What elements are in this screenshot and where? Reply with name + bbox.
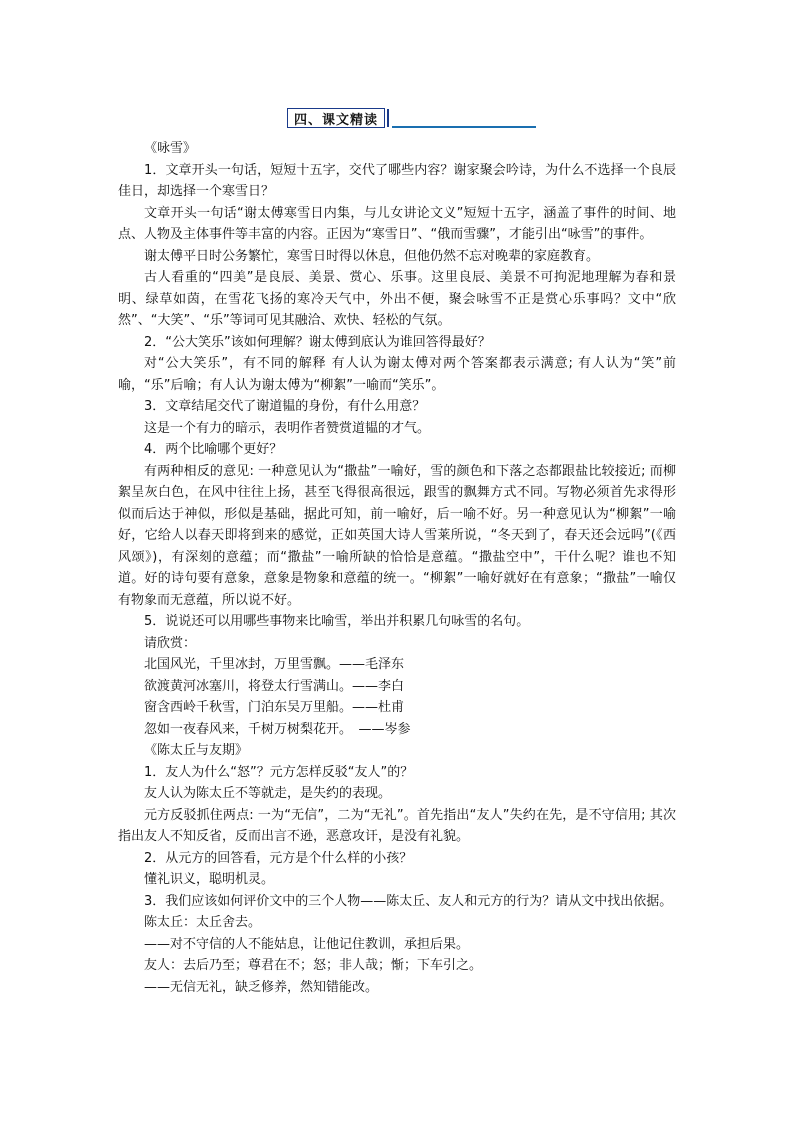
paragraph: 对“公大笑乐”，有不同的解释 有人认为谢太傅对两个答案都表示满意; 有人认为“笑”前喻，“乐”后喻；有人认为谢太傅为“柳絮”一喻而“笑乐”。: [118, 356, 676, 393]
header-mark: [387, 109, 389, 127]
paragraph: 友人认为陈太丘不等就走，是失约的表现。: [144, 786, 392, 801]
paragraph: ——无信无礼，缺乏修养，然知错能改。: [144, 979, 379, 995]
paragraph: 2．“公大笑乐”该如何理解？谢太傅到底认为谁回答得最好？: [144, 334, 491, 350]
paragraph: 窗含西岭千秋雪，门泊东吴万里船。——杜甫: [144, 700, 405, 715]
paragraph: 《陈太丘与友期》: [144, 743, 249, 758]
paragraph: 北国风光，千里冰封，万里雪飘。——毛泽东: [144, 657, 405, 672]
section-header: [287, 108, 389, 128]
paragraph: ——对不守信的人不能姑息，让他记住教训，承担后果。: [144, 936, 470, 952]
paragraph: 1．友人为什么“怒”？元方怎样反驳“友人”的？: [144, 764, 414, 780]
paragraph: 《咏雪》: [144, 141, 197, 156]
paragraph: 这是一个有力的暗示，表明作者赞赏道韫的才气。: [144, 420, 431, 436]
paragraph: 有两种相反的意见: 一种意见认为“撒盐”一喻好，雪的颜色和下落之态都跟盐比较接近; 而柳絮呈灰白色，在风中往往上扬，甚至飞得很高很远，跟雪的飘舞方式不同。写物必须首先求得形似而后达于神似，形似是基础，据此可知，前一喻好，后一喻不好。另一种意见认为“柳絮”一喻好，它给人以春天即将到来的感觉，正如英国大诗人雪莱所说，“冬天到了，春天还会远吗”(《西风颂》)，有深刻的意蕴；而“撒盐”一喻所缺的恰恰是意蕴。“撒盐空中”，干什么呢？谁也不知道。好的诗句要有意象，意象是物象和意蕴的统一。“柳絮”一喻好就好在有意象；“撒盐”一喻仅有物象而无意蕴，所以说不好。: [118, 463, 676, 608]
section-title: 四、课文精读: [294, 112, 379, 128]
paragraph: 谢太傅平日时公务繁忙，寒雪日时得以休息，但他仍然不忘对晚辈的家庭教育。: [144, 248, 600, 264]
paragraph: 友人：去后乃至；尊君在不；怒；非人哉；惭；下车引之。: [144, 958, 483, 973]
section-title-box: [287, 108, 385, 128]
paragraph: 元方反驳抓住两点: 一为“无信”，二为“无礼”。首先指出“友人”失约在先，是不守信用; 其次指出友人不知反省，反而出言不逊，恶意攻讦，是没有礼貌。: [118, 807, 676, 844]
paragraph: 5．说说还可以用哪些事物来比喻雪，举出并积累几句咏雪的名句。: [144, 614, 530, 629]
paragraph: 3．文章结尾交代了谢道韫的身份，有什么用意？: [144, 399, 426, 414]
paragraph: 3．我们应该如何评价文中的三个人物——陈太丘、友人和元方的行为？请从文中找出依据。: [144, 893, 673, 909]
paragraph: 2．从元方的回答看，元方是个什么样的小孩？: [144, 850, 413, 866]
paragraph: 古人看重的“四美”是良辰、美景、赏心、乐事。这里良辰、美景不可拘泥地理解为春和景明、绿草如茵，在雪花飞扬的寒冷天气中，外出不便，聚会咏雪不正是赏心乐事吗？文中“欣然”、“大笑”、“乐”等词可见其融洽、欢快、轻松的气氛。: [118, 270, 676, 328]
paragraph: 懂礼识义，聪明机灵。: [144, 872, 275, 887]
paragraph: 文章开头一句话“谢太傅寒雪日内集，与儿女讲论文义”短短十五字，涵盖了事件的时间、地点、人物及主体事件等丰富的内容。正因为“寒雪日”、“俄而雪骤”，才能引出“咏雪”的事件。: [118, 205, 676, 242]
paragraph: 请欣赏：: [144, 635, 197, 651]
paragraph: 欲渡黄河冰塞川，将登太行雪满山。——李白: [144, 678, 405, 694]
paragraph: 1．文章开头一句话，短短十五字，交代了哪些内容？谢家聚会吟诗，为什么不选择一个良辰佳日，却选择一个寒雪日？: [118, 162, 676, 199]
document-body: [118, 138, 676, 998]
paragraph: 陈太丘：太丘舍去。: [144, 915, 262, 930]
paragraph: 4．两个比喻哪个更好？: [144, 442, 283, 457]
paragraph: 忽如一夜春风来，千树万树梨花开。 ——岑参: [144, 721, 411, 737]
header-rule: [392, 126, 536, 128]
